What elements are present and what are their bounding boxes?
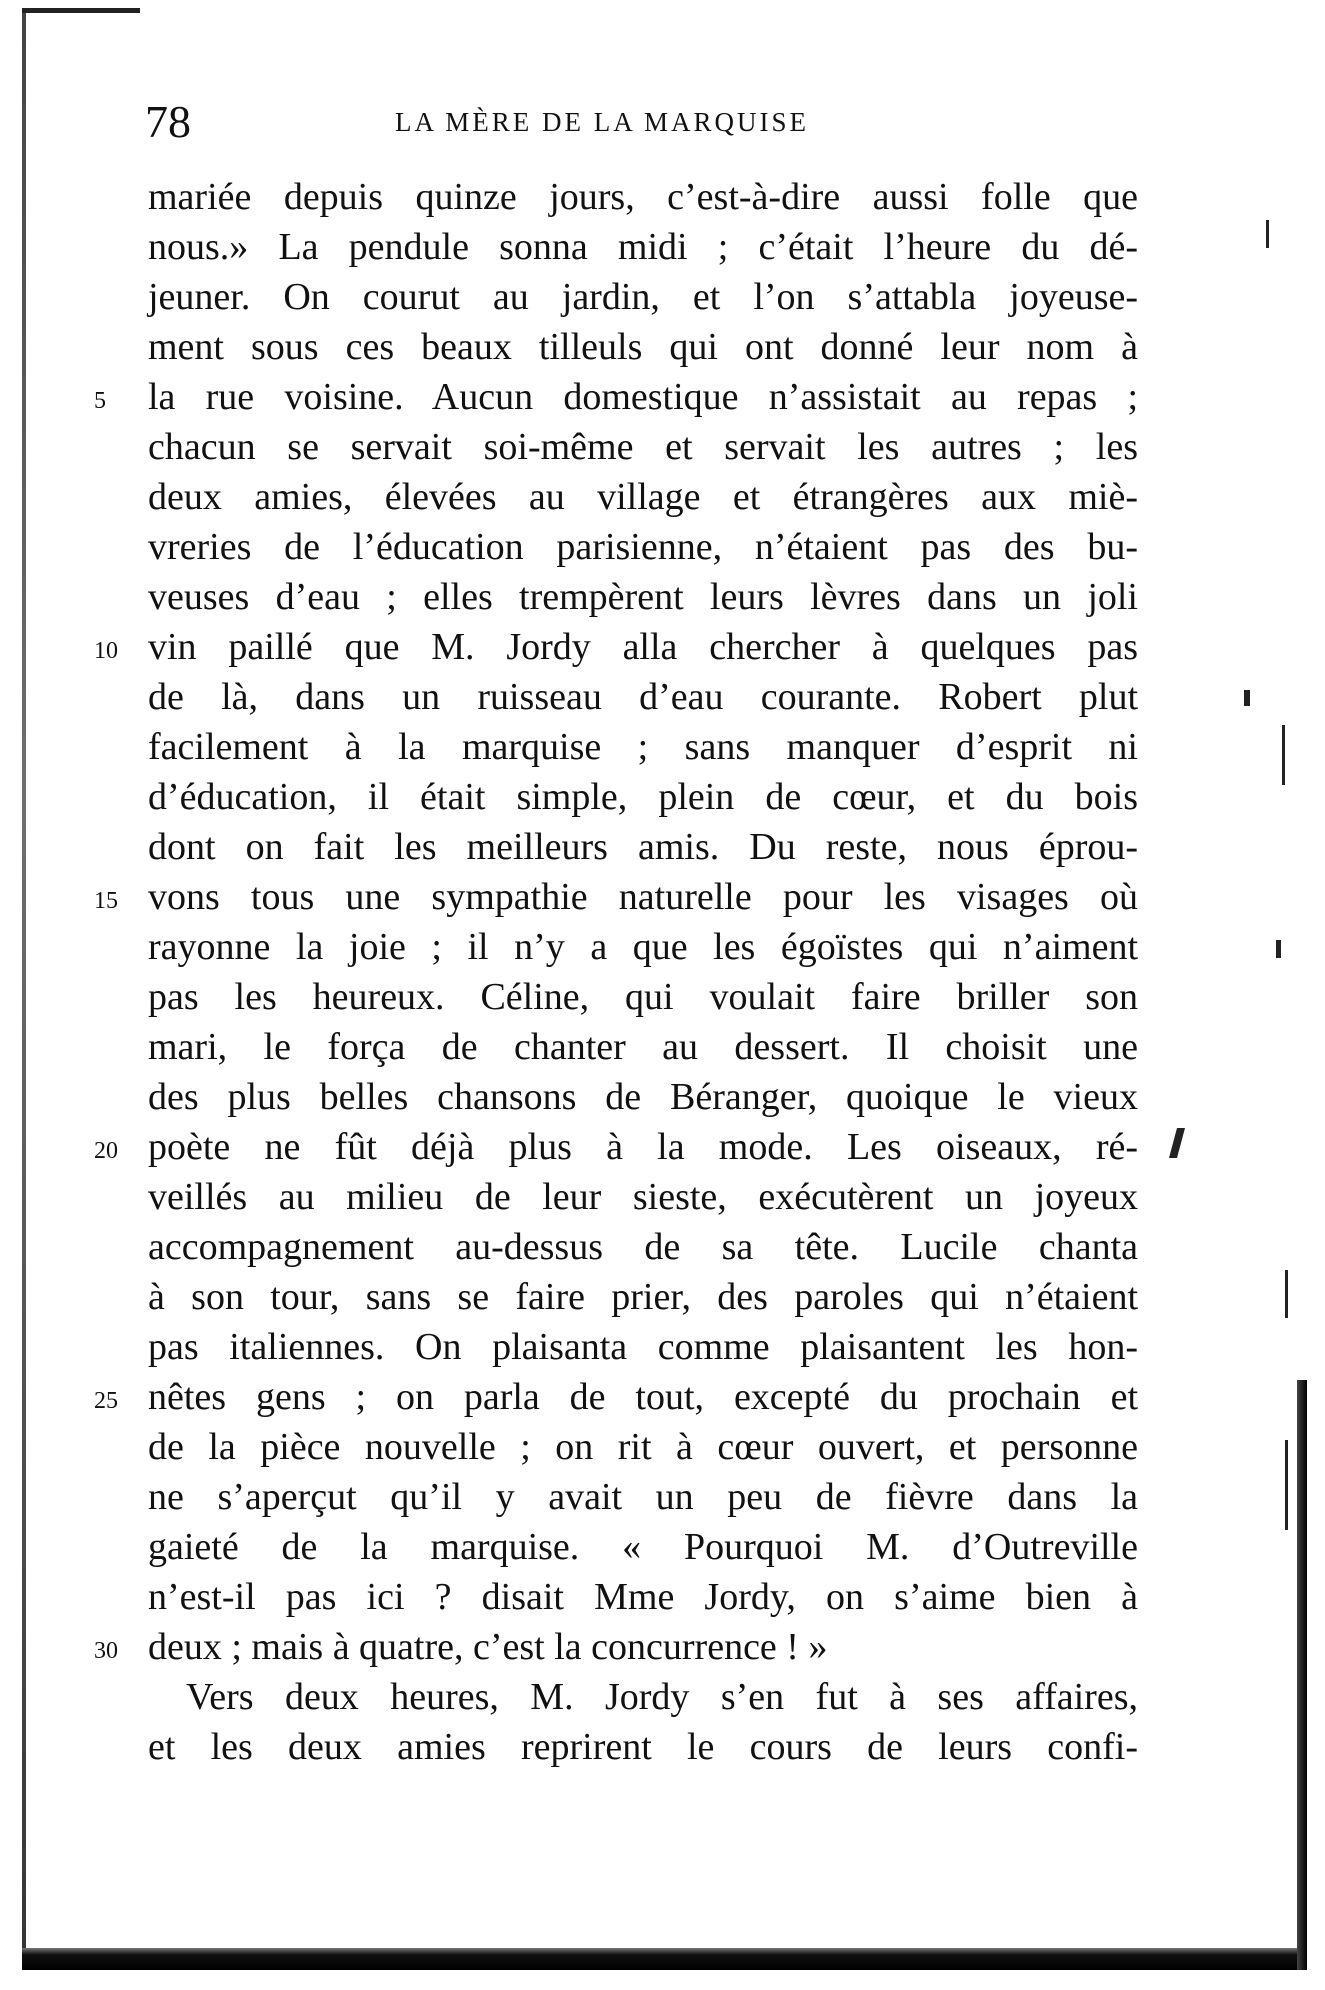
scan-speck [1266,220,1269,248]
scan-edge-top [22,8,140,13]
text-line [148,1022,1138,1072]
line-text: ment sous ces beaux tilleuls qui ont donné leur nom à [148,326,1138,368]
text-line [148,1672,1138,1722]
line-text: vin paillé que M. Jordy alla chercher à quelques pas [148,626,1138,668]
text-line [148,722,1138,772]
scan-speck [1244,690,1250,706]
line-text: d’éducation, il était simple, plein de cœur, et du bois [148,776,1138,818]
line-text: nous.» La pendule sonna midi ; c’était l’heure du dé- [148,226,1138,268]
text-line [148,1272,1138,1322]
text-line [148,1222,1138,1272]
line-text: de là, dans un ruisseau d’eau courante. Robert plut [148,676,1138,718]
line-text: vons tous une sympathie naturelle pour les visages où [148,876,1138,918]
text-line [148,672,1138,722]
text-line [148,172,1138,222]
page-number: 78 [145,96,191,147]
line-text: gaieté de la marquise. « Pourquoi M. d’Outreville [148,1526,1138,1568]
line-number: 30 [94,1638,118,1664]
text-line [148,422,1138,472]
line-text: chacun se servait soi-même et servait les autres ; les [148,426,1138,468]
line-text: Vers deux heures, M. Jordy s’en fut à ses affaires, [186,1676,1138,1718]
line-text: à son tour, sans se faire prier, des paroles qui n’étaient [148,1276,1138,1318]
line-number: 10 [94,638,118,664]
line-text: des plus belles chansons de Béranger, quoique le vieux [148,1076,1138,1118]
line-text: dont on fait les meilleurs amis. Du reste, nous éprou- [148,826,1138,868]
text-line [148,1722,1138,1772]
text-line [148,972,1138,1022]
line-text: jeuner. On courut au jardin, et l’on s’attabla joyeuse- [148,276,1138,318]
text-line [94,1372,1138,1422]
line-text: mari, le força de chanter au dessert. Il choisit une [148,1026,1138,1068]
scan-speck [1276,940,1281,958]
text-line [148,322,1138,372]
line-text: n’est-il pas ici ? disait Mme Jordy, on s’aime bien à [148,1576,1138,1618]
scan-edge-left [22,10,26,1970]
line-text: ne s’aperçut qu’il y avait un peu de fièvre dans la [148,1476,1138,1518]
text-line [94,1122,1138,1172]
text-line [148,572,1138,622]
line-number: 5 [94,388,106,414]
line-number: 20 [94,1138,118,1164]
text-line [148,222,1138,272]
text-line [148,1472,1138,1522]
page-header [145,92,1135,152]
line-text: deux amies, élevées au village et étrangères aux miè- [148,476,1138,518]
running-title: LA MÈRE DE LA MARQUISE [395,107,810,137]
text-line [94,622,1138,672]
line-text: deux ; mais à quatre, c’est la concurrence ! » [148,1626,828,1668]
text-line [148,922,1138,972]
text-line [148,1522,1138,1572]
scan-speck [1285,1440,1288,1530]
line-text: mariée depuis quinze jours, c’est-à-dire aussi folle que [148,176,1138,218]
line-text: veuses d’eau ; elles trempèrent leurs lèvres dans un joli [148,576,1138,618]
text-line [148,1172,1138,1222]
body-text [94,172,1138,1772]
scan-edge-right [1297,1380,1307,1970]
text-line [148,522,1138,572]
line-text: facilement à la marquise ; sans manquer d’esprit ni [148,726,1138,768]
text-line [94,372,1138,422]
line-text: veillés au milieu de leur sieste, exécutèrent un joyeux [148,1176,1138,1218]
line-text: poète ne fût déjà plus à la mode. Les oiseaux, ré- [148,1126,1138,1168]
text-line [148,1422,1138,1472]
text-line [94,1622,1138,1672]
line-text: de la pièce nouvelle ; on rit à cœur ouvert, et personne [148,1426,1138,1468]
scan-speck [1285,1270,1288,1318]
line-text: pas les heureux. Céline, qui voulait faire briller son [148,976,1138,1018]
line-text: accompagnement au-dessus de sa tête. Lucile chanta [148,1226,1138,1268]
line-text: la rue voisine. Aucun domestique n’assistait au repas ; [148,376,1138,418]
text-line [148,772,1138,822]
line-number: 15 [94,888,118,914]
text-line [148,822,1138,872]
text-line [148,1572,1138,1622]
scan-speck [1282,725,1285,785]
text-line [148,1322,1138,1372]
scan-edge-bottom [22,1948,1305,1970]
text-line [94,872,1138,922]
line-text: rayonne la joie ; il n’y a que les égoïstes qui n’aiment [148,926,1138,968]
text-line [148,272,1138,322]
line-text: et les deux amies reprirent le cours de leurs confi- [148,1726,1138,1768]
text-line [148,472,1138,522]
line-text: nêtes gens ; on parla de tout, excepté du prochain et [148,1376,1138,1418]
line-text: pas italiennes. On plaisanta comme plaisantent les hon- [148,1326,1138,1368]
line-text: vreries de l’éducation parisienne, n’étaient pas des bu- [148,526,1138,568]
line-number: 25 [94,1388,118,1414]
text-line [148,1072,1138,1122]
scan-speck [1169,1128,1185,1158]
